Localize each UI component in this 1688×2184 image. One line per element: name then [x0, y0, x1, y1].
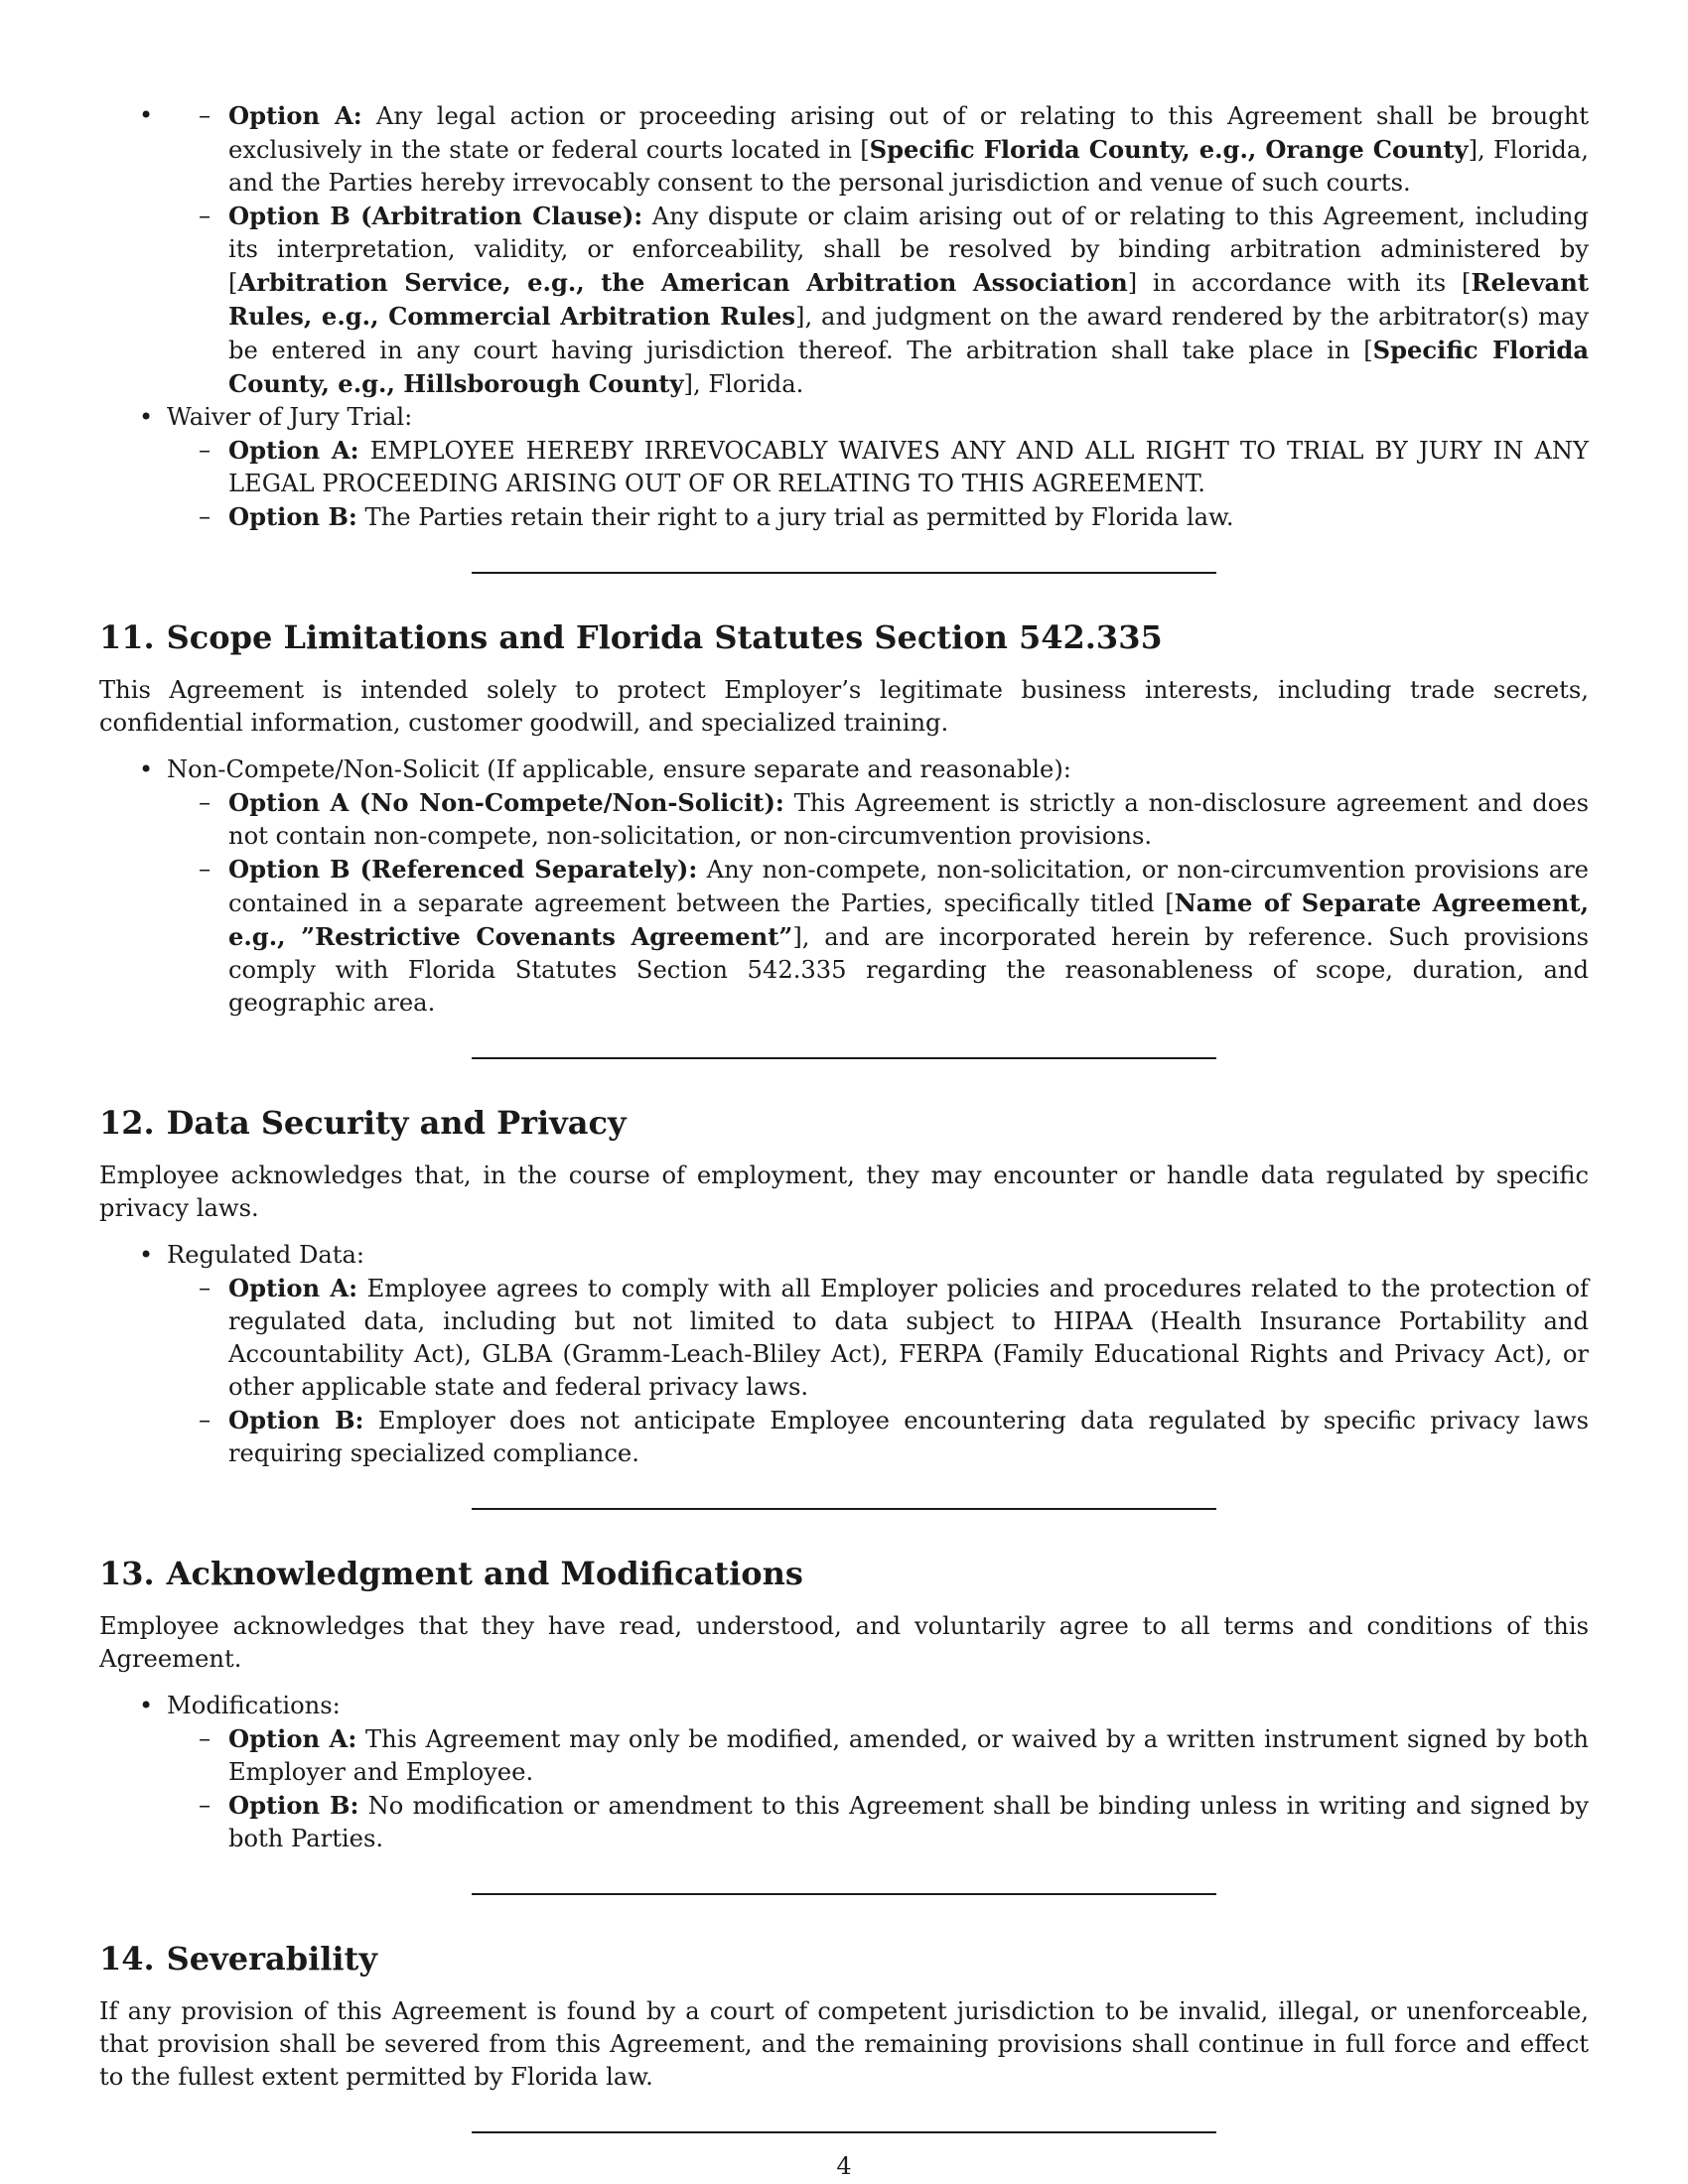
section-number: 14.: [99, 1940, 155, 1978]
body-text: EMPLOYEE HEREBY IRREVOCABLY WAIVES ANY AND ALL RIGHT TO TRIAL BY JURY IN ANY LEGAL PROCEEDING ARISING OUT OF OR RELATING TO THIS AGREEMENT.: [228, 437, 1589, 497]
option-text: [228, 437, 1589, 497]
option-item: [228, 786, 1589, 853]
jury-bullet-list: [99, 401, 1589, 534]
horizontal-rule: [472, 1057, 1216, 1059]
body-text: Any legal action or proceeding arising out of or relating to this Agreement shall be brought exclusively in the state or federal courts located in [: [228, 102, 1589, 164]
section-heading: [99, 1939, 1589, 1979]
options-list: [167, 786, 1589, 1020]
bullet-item-label: Regulated Data:: [167, 1241, 365, 1269]
jurisdiction-continued-item: [167, 99, 1589, 401]
continued-section: [99, 99, 1589, 534]
section-number: 13.: [99, 1555, 155, 1592]
placeholder-text: Specific Florida County, e.g., Orange County: [869, 135, 1469, 164]
page-number: 4: [836, 2152, 852, 2180]
section-title: Severability: [166, 1940, 377, 1978]
body-text: ], Florida, and the Parties hereby irrevocably consent to the personal jurisdiction and venue of such courts.: [228, 136, 1589, 197]
body-text: This Agreement is strictly a non-disclosure agreement and does not contain non-compete, non-solicitation, or non-circumvention provisions.: [228, 789, 1589, 850]
option-label: Option A:: [228, 436, 359, 465]
section-intro: If any provision of this Agreement is found by a court of competent jurisdiction to be invalid, illegal, or unenforceable, that provision shall be severed from this Agreement, and the remaining provisions shall continue in full force and effect to the fullest extent permitted by Florida law.: [99, 1997, 1589, 2091]
options-list: [167, 1272, 1589, 1470]
section-intro: Employee acknowledges that, in the course of employment, they may encounter or handle data regulated by specific privacy laws.: [99, 1161, 1589, 1222]
horizontal-rule: [472, 572, 1216, 574]
option-label: Option A:: [228, 101, 362, 130]
body-text: Employee agrees to comply with all Employer policies and procedures related to the protection of regulated data, including but not limited to data subject to HIPAA (Health Insurance Portability and Accountability Act), GLBA (Gramm-Leach-Bliley Act), FERPA (Family Educational Rights and Privacy Act), or other applicable state and federal privacy laws.: [228, 1275, 1589, 1401]
horizontal-rule: [472, 1893, 1216, 1895]
list-item: [167, 1239, 1589, 1470]
body-text: ], Florida.: [683, 370, 804, 398]
jury-options-list: [167, 434, 1589, 534]
section-bullet-list: [99, 1690, 1589, 1855]
section-number: 11.: [99, 618, 155, 656]
option-text: [357, 503, 1234, 531]
placeholder-text: Arbitration Service, e.g., the American Arbitration Association: [237, 268, 1128, 297]
option-item: [228, 1272, 1589, 1404]
section-title: Acknowledgment and Modifications: [166, 1555, 803, 1592]
option-item: [228, 200, 1589, 401]
continued-bullet-list: [99, 99, 1589, 401]
options-list: [167, 1722, 1589, 1855]
horizontal-rule: [472, 1508, 1216, 1510]
body-text: The Parties retain their right to a jury trial as permitted by Florida law.: [356, 503, 1234, 531]
body-text: This Agreement may only be modified, amended, or waived by a written instrument signed by both Employer and Employee.: [228, 1725, 1589, 1786]
section-intro: Employee acknowledges that they have read, understood, and voluntarily agree to all terms and conditions of this Agreement.: [99, 1612, 1589, 1673]
option-label: Option B (Referenced Separately):: [228, 855, 698, 884]
section-heading: [99, 617, 1589, 657]
option-text: [228, 1792, 1589, 1852]
body-text: Any non-compete, non-solicitation, or non-circumvention provisions are contained in a separate agreement between the Parties, specifically titled [: [228, 856, 1589, 917]
option-item: [228, 1722, 1589, 1789]
jurisdiction-options-list: [99, 99, 1589, 401]
option-text: [228, 1275, 1589, 1401]
option-item: [228, 1789, 1589, 1855]
option-label: Option B:: [228, 1406, 364, 1434]
placeholder-text: Relevant Rules, e.g., Commercial Arbitration Rules: [228, 268, 1589, 331]
section-bullet-list: [99, 1239, 1589, 1470]
section-intro: This Agreement is intended solely to protect Employer’s legitimate business interests, including trade secrets, confidential information, customer goodwill, and specialized training.: [99, 676, 1589, 737]
option-item: [228, 434, 1589, 500]
option-item: [228, 1404, 1589, 1470]
option-text: [228, 1407, 1589, 1467]
section-bullet-list: [99, 753, 1589, 1020]
list-item: [167, 401, 1589, 534]
body-text: ] in accordance with its [: [1127, 269, 1472, 297]
body-text: Any dispute or claim arising out of or relating to this Agreement, including its interpretation, validity, or enforceability, shall be resolved by binding arbitration administered by [: [228, 203, 1589, 297]
option-label: Option A (No Non-Compete/Non-Solicit):: [228, 788, 784, 817]
bullet-item-label: Modifications:: [167, 1692, 341, 1719]
option-text: [228, 203, 1589, 398]
option-text: [228, 102, 1589, 197]
section-heading: [99, 1103, 1589, 1143]
section-number: 12.: [99, 1104, 155, 1142]
section-title: Data Security and Privacy: [166, 1104, 627, 1142]
placeholder-text: Name of Separate Agreement, e.g., ”Restrictive Covenants Agreement”: [228, 888, 1589, 951]
bullet-item-label: Non-Compete/Non-Solicit (If applicable, ensure separate and reasonable):: [167, 755, 1071, 783]
list-item: [167, 753, 1589, 1020]
body-text: No modification or amendment to this Agreement shall be binding unless in writing and signed by both Parties.: [228, 1792, 1590, 1852]
list-item: [167, 1690, 1589, 1855]
placeholder-text: Specific Florida County, e.g., Hillsborough County: [228, 336, 1589, 398]
option-item: [228, 500, 1589, 534]
option-label: Option A:: [228, 1274, 358, 1302]
option-label: Option B:: [228, 502, 357, 531]
section-heading: [99, 1554, 1589, 1593]
option-text: [228, 1725, 1589, 1786]
option-item: [228, 853, 1589, 1020]
body-text: ], and are incorporated herein by reference. Such provisions comply with Florida Statutes Section 542.335 regarding the reasonableness of scope, duration, and geographic area.: [228, 923, 1589, 1017]
option-label: Option B:: [228, 1791, 359, 1820]
body-text: ], and judgment on the award rendered by the arbitrator(s) may be entered in any court having jurisdiction thereof. The arbitration shall take place in [: [228, 303, 1589, 364]
option-label: Option B (Arbitration Clause):: [228, 202, 643, 230]
body-text: Employer does not anticipate Employee encountering data regulated by specific privacy laws requiring specialized compliance.: [228, 1407, 1589, 1467]
bullet-item-label: Waiver of Jury Trial:: [167, 403, 413, 431]
horizontal-rule: [472, 2131, 1216, 2133]
option-label: Option A:: [228, 1724, 357, 1753]
section-title: Scope Limitations and Florida Statutes Section 542.335: [166, 618, 1163, 656]
option-item: [228, 99, 1589, 200]
